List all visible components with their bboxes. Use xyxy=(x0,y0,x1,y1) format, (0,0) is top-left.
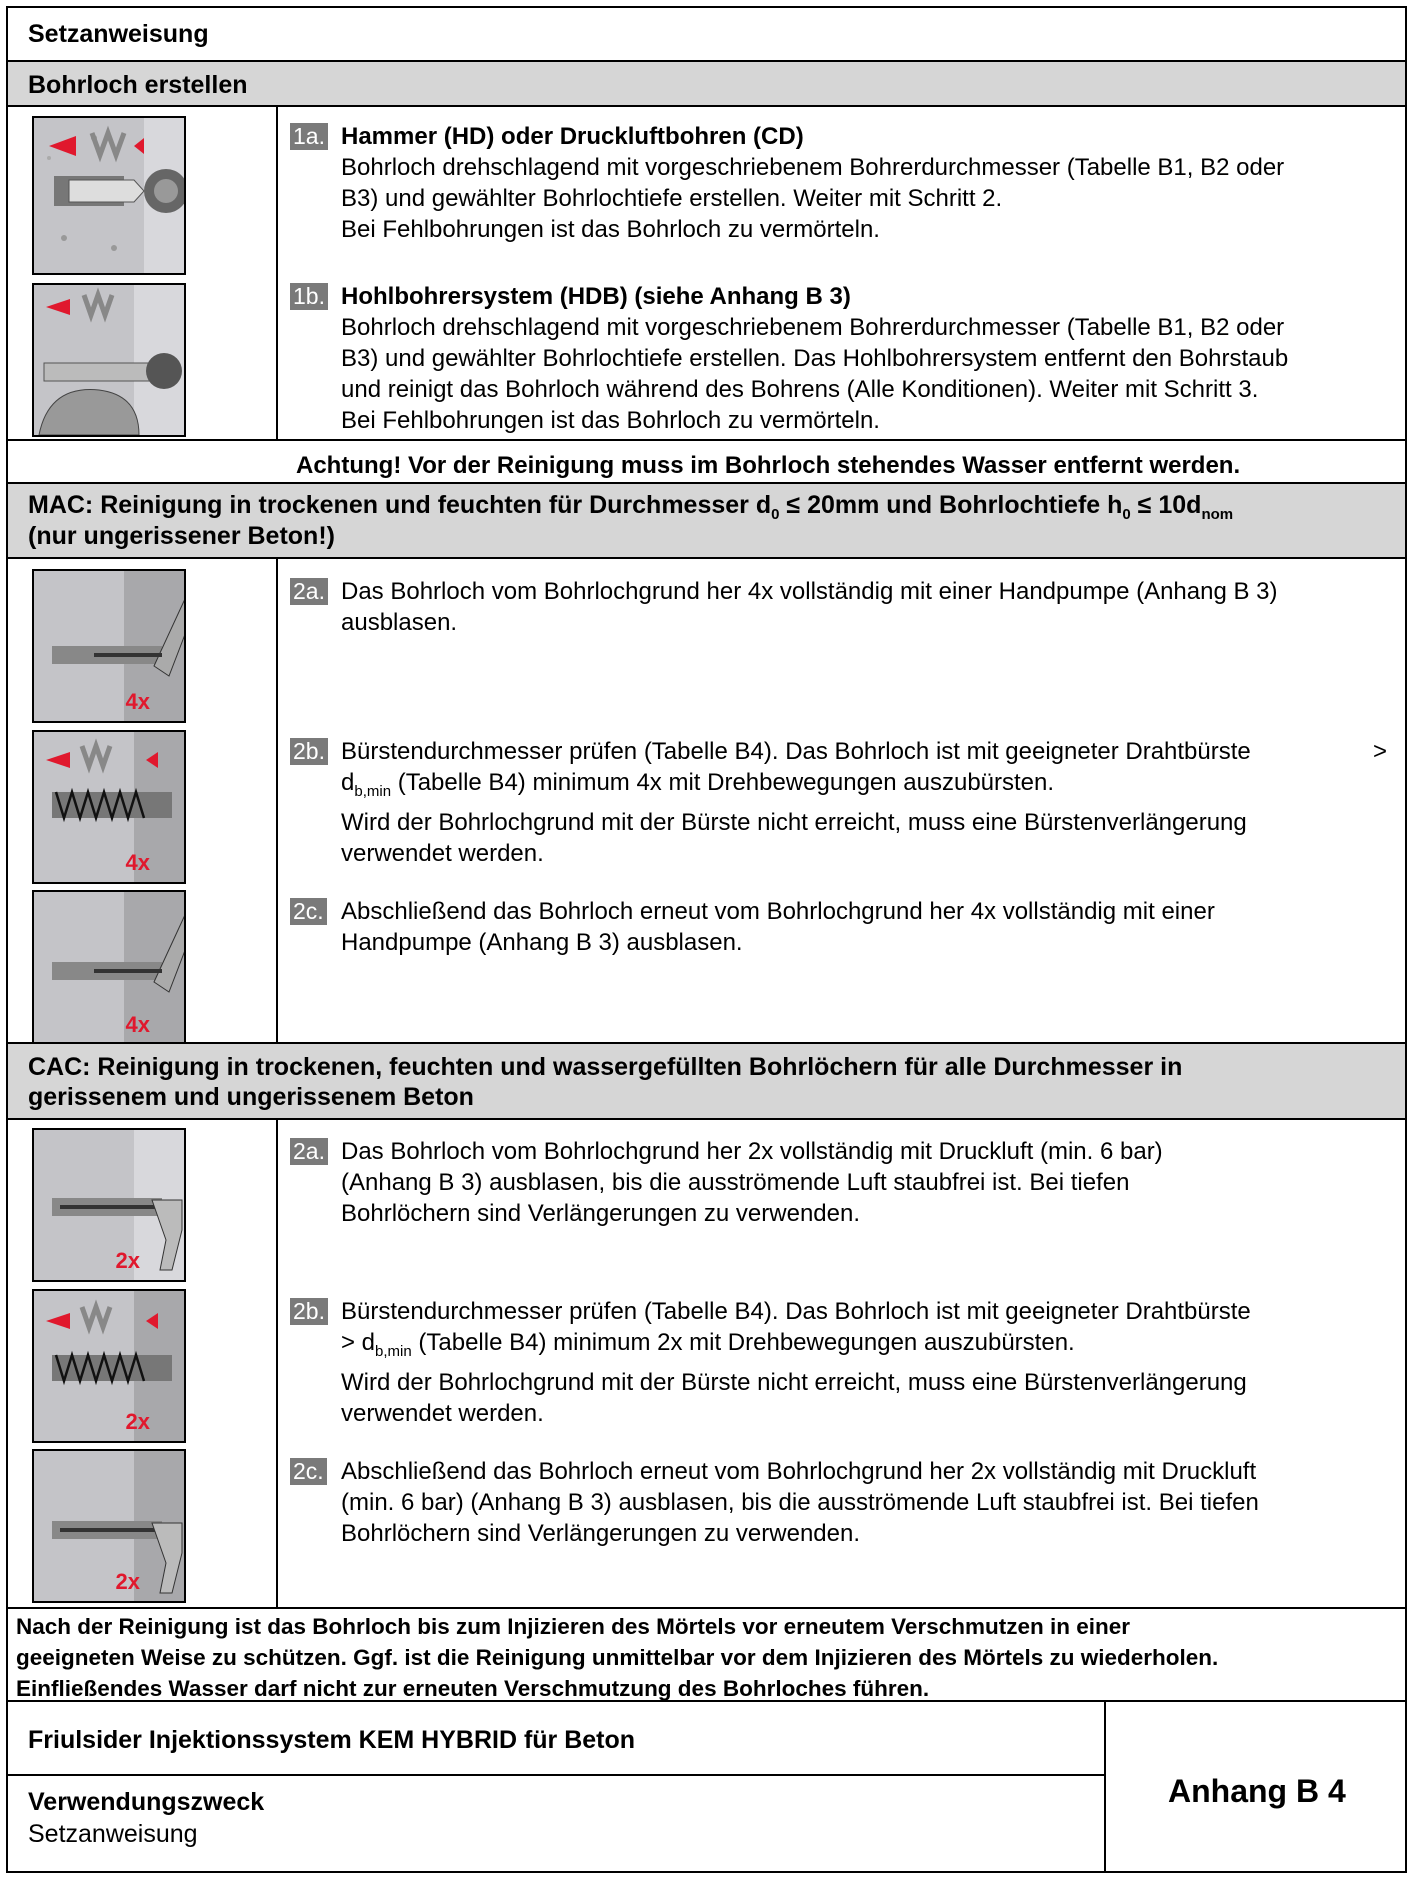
repeat-count: 2x xyxy=(115,1569,140,1594)
note-line: Nach der Reinigung ist das Bohrloch bis zum Injizieren des Mörtels vor erneutem Verschmutzen in einer xyxy=(16,1614,1131,1639)
step-line: Handpumpe (Anhang B 3) ausblasen. xyxy=(341,929,743,956)
step-line: Wird der Bohrlochgrund mit der Bürste nicht erreicht, muss eine Bürstenverlängerung xyxy=(341,1368,1247,1396)
hand-pump-illustration xyxy=(32,569,186,723)
step-line: Bürstendurchmesser prüfen (Tabelle B4). Das Bohrloch ist mit geeigneter Drahtbürste xyxy=(341,1298,1251,1325)
step-mac-2a xyxy=(290,576,1387,638)
divider xyxy=(8,1700,1405,1702)
step-line: (min. 6 bar) (Anhang B 3) ausblasen, bis die ausströmende Luft staubfrei ist. Bei tiefen xyxy=(341,1489,1259,1516)
step-mac-2b xyxy=(290,736,1387,869)
step-tag: 2b. xyxy=(290,1298,328,1325)
step-line: Wird der Bohrlochgrund mit der Bürste nicht erreicht, muss eine Bürstenverlängerung xyxy=(341,808,1247,836)
column-divider xyxy=(276,559,278,1042)
step-line: ausblasen. xyxy=(341,609,458,636)
section-header-mac xyxy=(8,482,1405,559)
step-line: > $d_{b,min}$ (Tabelle B4) minimum 2x mit Drehbewegungen auszubürsten. xyxy=(341,1329,1075,1360)
column-divider xyxy=(276,107,278,439)
page-title: Setzanweisung xyxy=(28,20,209,48)
step-line: Abschließend das Bohrloch erneut vom Bohrlochgrund her 4x vollständig mit einer xyxy=(341,898,1215,925)
instruction-sheet xyxy=(6,6,1407,1873)
step-line: verwendet werden. xyxy=(341,1399,544,1427)
step-line: verwendet werden. xyxy=(341,839,544,867)
divider xyxy=(8,439,1405,441)
step-line: Bei Fehlbohrungen ist das Bohrloch zu vermörteln. xyxy=(341,407,880,434)
step-mac-2c xyxy=(290,896,1387,958)
repeat-count: 4x xyxy=(125,850,150,875)
hammer-drilling-illustration xyxy=(32,116,186,275)
section-header-text: gerissenem und ungerissenem Beton xyxy=(28,1083,474,1111)
product-name: Friulsider Injektionssystem KEM HYBRID für Beton xyxy=(28,1726,636,1754)
greater-than-sign: > xyxy=(1372,738,1387,765)
step-heading: Hohlbohrersystem (HDB) (siehe Anhang B 3) xyxy=(341,283,851,310)
compressed-air-illustration xyxy=(32,1449,186,1603)
step-line: Das Bohrloch vom Bohrlochgrund her 4x vollständig mit einer Handpumpe (Anhang B 3) xyxy=(341,578,1278,605)
final-note xyxy=(16,1611,1397,1704)
step-line: und reinigt das Bohrloch während des Bohrens (Alle Konditionen). Weiter mit Schritt 3. xyxy=(341,376,1259,403)
section-header-text: Bohrloch erstellen xyxy=(28,71,248,99)
brush-illustration xyxy=(32,1289,186,1443)
purpose-value: Setzanweisung xyxy=(28,1820,198,1848)
step-line: Das Bohrloch vom Bohrlochgrund her 2x vollständig mit Druckluft (min. 6 bar) xyxy=(341,1138,1163,1165)
step-line: (Anhang B 3) ausblasen, bis die ausströmende Luft staubfrei ist. Bei tiefen xyxy=(341,1169,1130,1196)
step-1b xyxy=(290,281,1387,436)
repeat-count: 2x xyxy=(115,1248,140,1273)
step-tag: 2a. xyxy=(290,1138,328,1165)
step-1a xyxy=(290,121,1387,245)
footer-divider xyxy=(1104,1700,1106,1873)
note-line: Einfließendes Wasser darf nicht zur erneuten Verschmutzung des Bohrloches führen. xyxy=(16,1676,930,1701)
step-tag: 1a. xyxy=(290,123,328,150)
water-warning: Achtung! Vor der Reinigung muss im Bohrloch stehendes Wasser entfernt werden. xyxy=(296,452,1241,479)
footer-inner-divider xyxy=(8,1774,1104,1776)
step-line: B3) und gewählter Bohrlochtiefe erstellen. Weiter mit Schritt 2. xyxy=(341,185,1003,212)
divider xyxy=(8,1607,1405,1609)
column-divider xyxy=(276,1120,278,1607)
section-header-text: (nur ungerissener Beton!) xyxy=(28,522,335,550)
hollow-drill-illustration xyxy=(32,283,186,437)
step-line: Bürstendurchmesser prüfen (Tabelle B4). Das Bohrloch ist mit geeigneter Drahtbürste xyxy=(341,738,1251,765)
step-tag: 1b. xyxy=(290,283,328,310)
purpose-label: Verwendungszweck xyxy=(28,1788,265,1816)
repeat-count: 4x xyxy=(125,689,150,714)
repeat-count: 2x xyxy=(125,1409,150,1434)
step-tag: 2c. xyxy=(290,1458,327,1485)
brush-illustration xyxy=(32,730,186,884)
step-tag: 2c. xyxy=(290,898,327,925)
step-line: Bohrloch drehschlagend mit vorgeschriebenem Bohrerdurchmesser (Tabelle B1, B2 oder xyxy=(341,154,1285,181)
step-tag: 2a. xyxy=(290,578,328,605)
repeat-count: 4x xyxy=(125,1012,150,1037)
hand-pump-illustration xyxy=(32,890,186,1044)
step-cac-2c xyxy=(290,1456,1387,1549)
step-line: $d_{b,min}$ (Tabelle B4) minimum 4x mit Drehbewegungen auszubürsten. xyxy=(341,769,1055,800)
compressed-air-illustration xyxy=(32,1128,186,1282)
section-header-drilling xyxy=(8,60,1405,107)
step-line: Bohrloch drehschlagend mit vorgeschriebenem Bohrerdurchmesser (Tabelle B1, B2 oder xyxy=(341,314,1285,341)
step-heading: Hammer (HD) oder Druckluftbohren (CD) xyxy=(341,123,804,150)
section-header-cac xyxy=(8,1042,1405,1120)
step-line: Bohrlöchern sind Verlängerungen zu verwenden. xyxy=(341,1200,861,1227)
step-cac-2b xyxy=(290,1296,1387,1429)
section-header-text: CAC: Reinigung in trockenen, feuchten und wassergefüllten Bohrlöchern für alle Durchmesser in xyxy=(28,1053,1183,1081)
step-line: B3) und gewählter Bohrlochtiefe erstellen. Das Hohlbohrersystem entfernt den Bohrstaub xyxy=(341,345,1289,372)
section-header-text: MAC: Reinigung in trockenen und feuchten für Durchmesser $d_0 \le 20mm$ und Bohrlochtiefe $h_0 \le 10d_{nom}$ xyxy=(28,491,1234,523)
step-cac-2a xyxy=(290,1136,1387,1229)
step-line: Abschließend das Bohrloch erneut vom Bohrlochgrund her 2x vollständig mit Druckluft xyxy=(341,1458,1257,1485)
annex-label: Anhang B 4 xyxy=(1168,1773,1346,1809)
step-line: Bohrlöchern sind Verlängerungen zu verwenden. xyxy=(341,1520,861,1547)
step-line: Bei Fehlbohrungen ist das Bohrloch zu vermörteln. xyxy=(341,216,880,243)
step-tag: 2b. xyxy=(290,738,328,765)
note-line: geeigneten Weise zu schützen. Ggf. ist die Reinigung unmittelbar vor dem Injizieren des Mörtels zu wiederholen. xyxy=(16,1645,1219,1670)
